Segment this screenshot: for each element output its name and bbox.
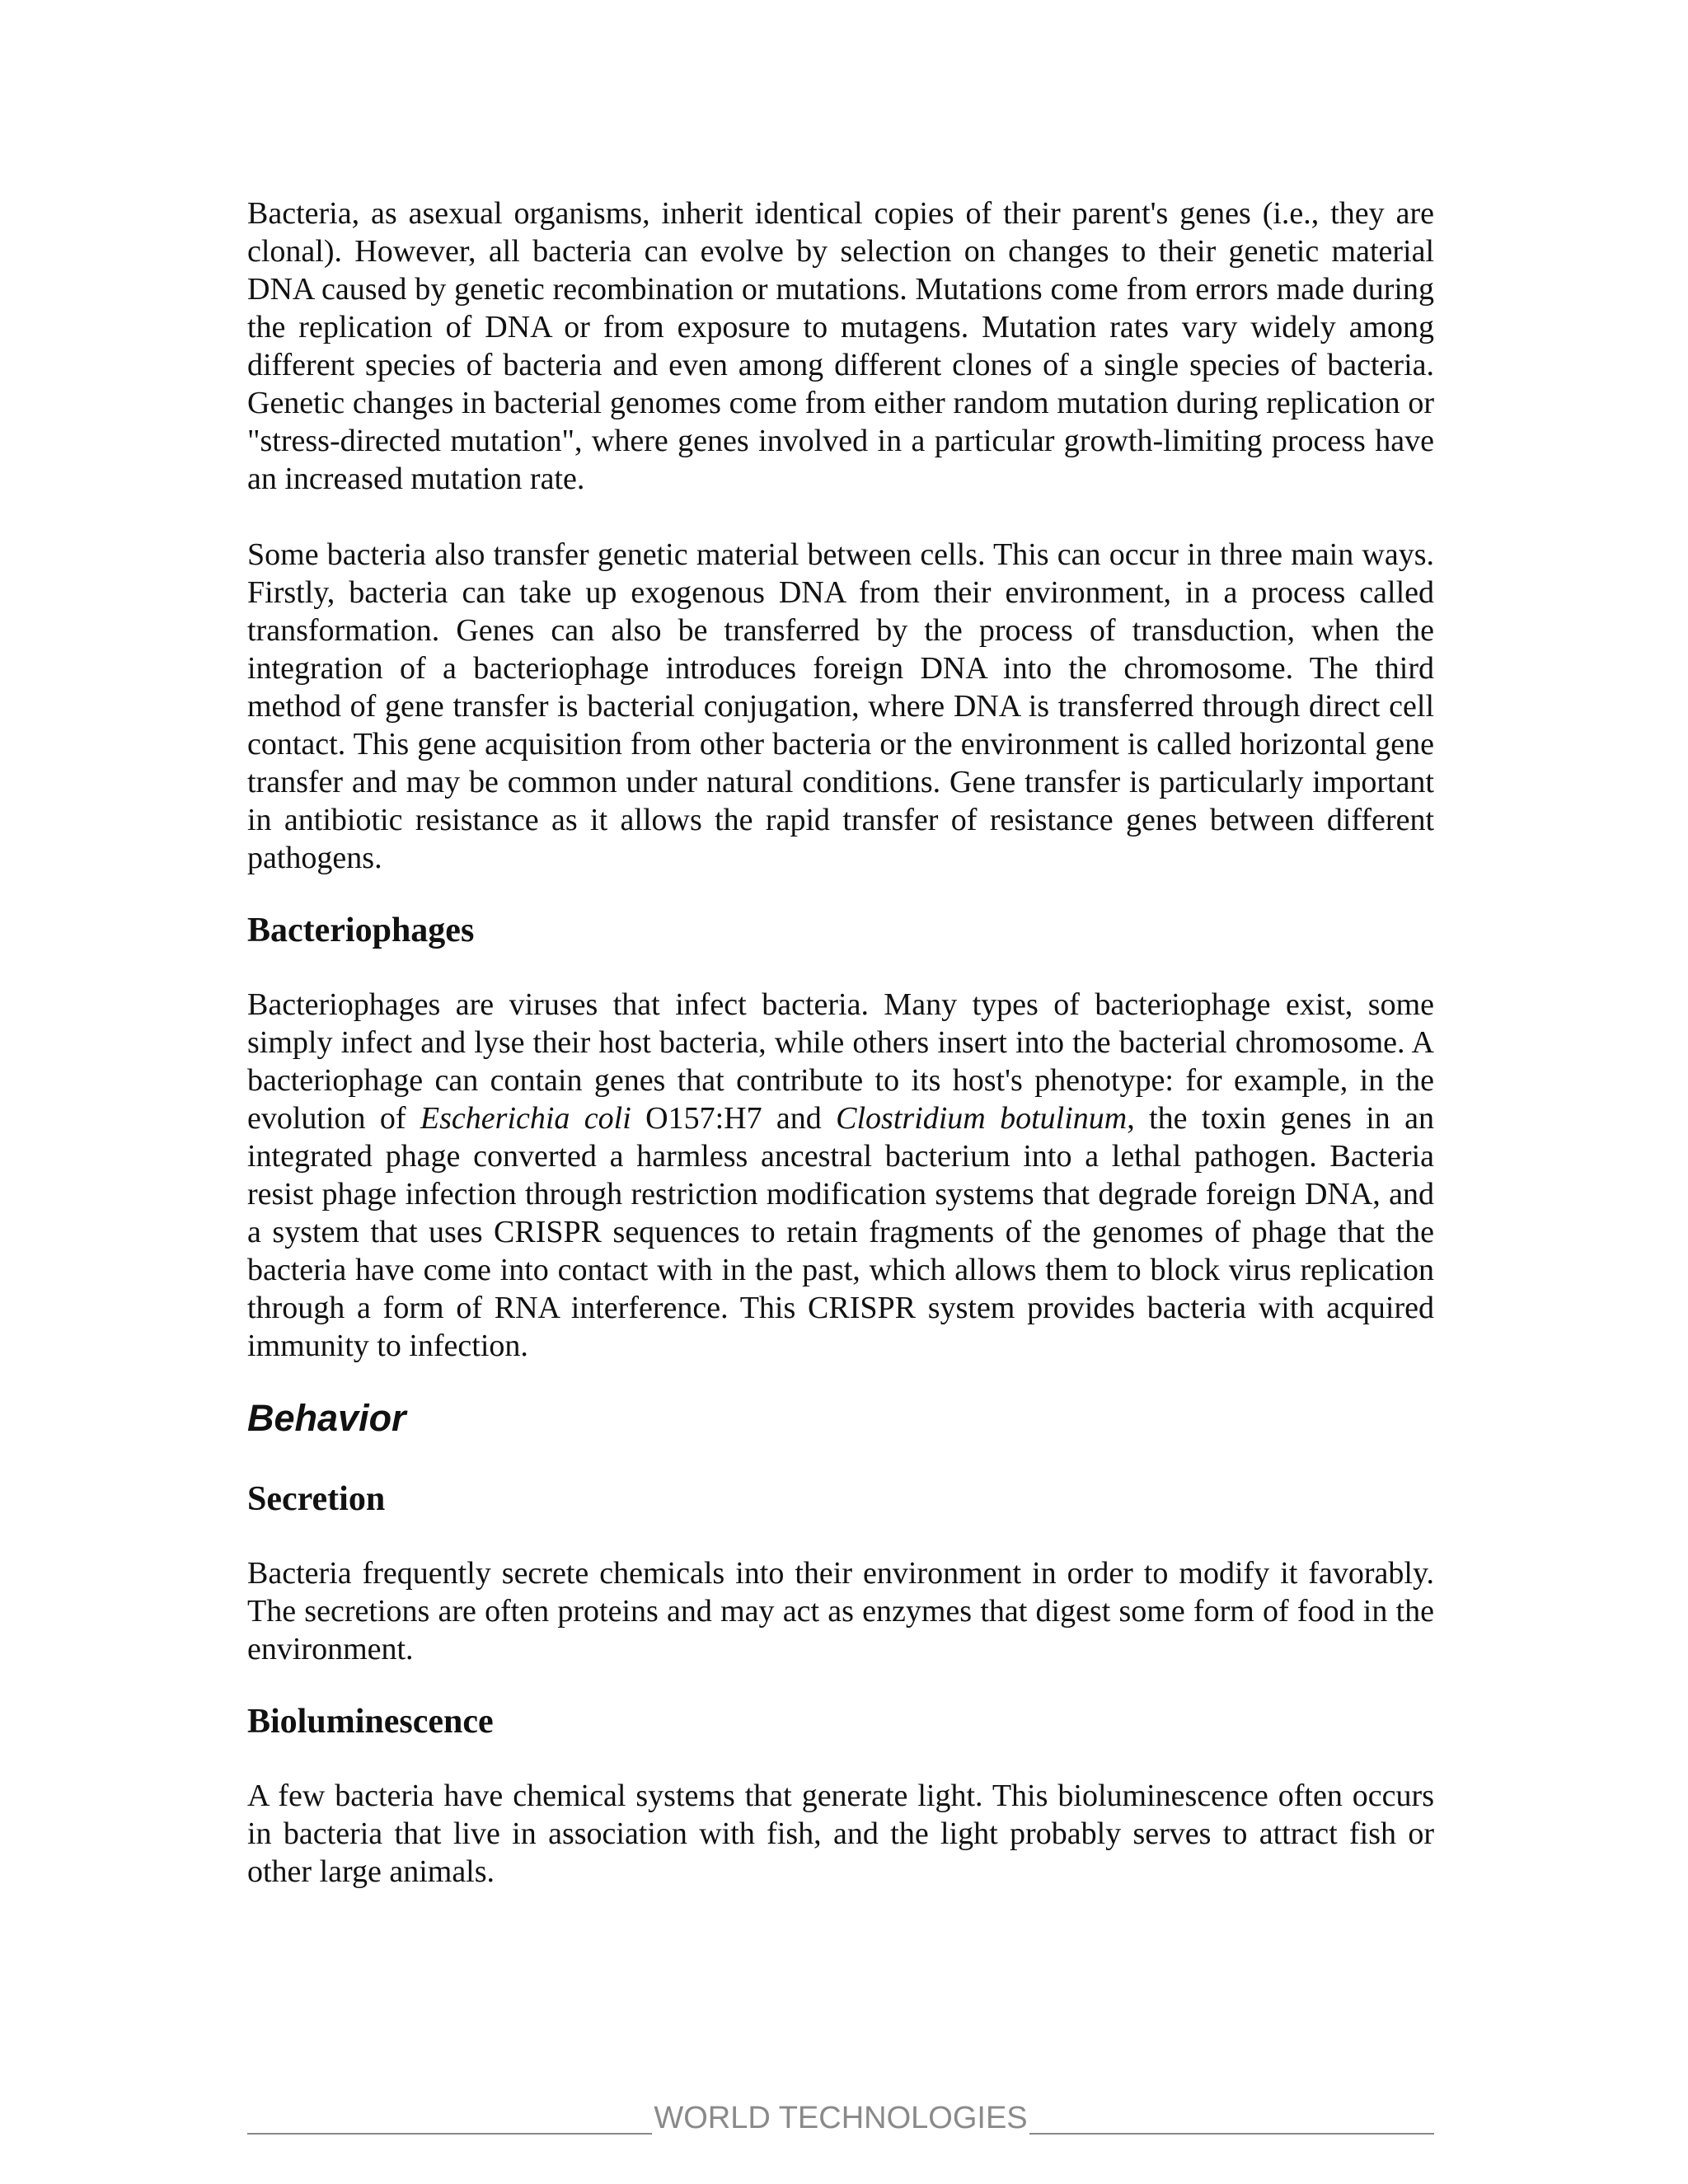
document-page	[247, 194, 1434, 1891]
paragraph-bacteriophages	[247, 986, 1434, 1365]
paragraph-bioluminescence: A few bacteria have chemical systems that generate light. This bioluminescence often occurs in bacteria that live in association with fish, and the light probably serves to attract fish or other large animals.	[247, 1779, 1434, 1889]
species-name-clostridium: Clostridium botulinum	[836, 1101, 1128, 1136]
footer-label: WORLD TECHNOLOGIES	[654, 2101, 1028, 2135]
heading-behavior: Behavior	[247, 1397, 406, 1439]
heading-secretion: Secretion	[247, 1480, 386, 1518]
heading-bacteriophages: Bacteriophages	[247, 912, 475, 949]
species-name-ecoli: Escherichia coli	[420, 1101, 631, 1136]
page-footer	[247, 2102, 1434, 2135]
paragraph-heredity: Bacteria, as asexual organisms, inherit identical copies of their parent's genes (i.e., they are clonal). However, all bacteria can evolve by selection on changes to their genetic material DNA caused by genetic recombination or mutations. Mutations come from errors made during the replication of DNA or from exposure to mutagens. Mutation rates vary widely among different species of bacteria and even among different clones of a single species of bacteria. Genetic changes in bacterial genomes come from either random mutation during replication or "stress-directed mutation", where genes involved in a particular growth-limiting process have an increased mutation rate.	[247, 196, 1434, 496]
footer-rule-right	[1029, 2108, 1434, 2135]
footer-rule-left	[247, 2108, 652, 2135]
bacteriophages-text-a: Bacteriophages are viruses that infect bacteria. Many types of bacteriophage exist, some simply infect and lyse their host bacteria, while others insert into the bacterial chromosome. A bacteriophage can contain genes that contribute to its host's phenotype: for example, in the evolution of	[247, 987, 1434, 1136]
heading-bioluminescence: Bioluminescence	[247, 1703, 494, 1741]
bacteriophages-text-b: O157:H7 and	[631, 1101, 837, 1136]
bacteriophages-text-c: , the toxin genes in an integrated phage converted a harmless ancestral bacterium into a lethal pathogen. Bacteria resist phage infection through restriction modification systems that degrade foreign DNA, and a system that uses CRISPR sequences to retain fragments of the genomes of phage that the bacteria have come into contact with in the past, which allows them to block virus replication through a form of RNA interference. This CRISPR system provides bacteria with acquired immunity to infection.	[247, 1101, 1435, 1363]
paragraph-secretion: Bacteria frequently secrete chemicals into their environment in order to modify it favorably. The secretions are often proteins and may act as enzymes that digest some form of food in the environment.	[247, 1556, 1434, 1666]
paragraph-gene-transfer: Some bacteria also transfer genetic material between cells. This can occur in three main ways. Firstly, bacteria can take up exogenous DNA from their environment, in a process called transformation. Genes can also be transferred by the process of transduction, when the integration of a bacteriophage introduces foreign DNA into the chromosome. The third method of gene transfer is bacterial conjugation, where DNA is transferred through direct cell contact. This gene acquisition from other bacteria or the environment is called horizontal gene transfer and may be common under natural conditions. Gene transfer is particularly important in antibiotic resistance as it allows the rapid transfer of resistance genes between different pathogens.	[247, 537, 1434, 875]
